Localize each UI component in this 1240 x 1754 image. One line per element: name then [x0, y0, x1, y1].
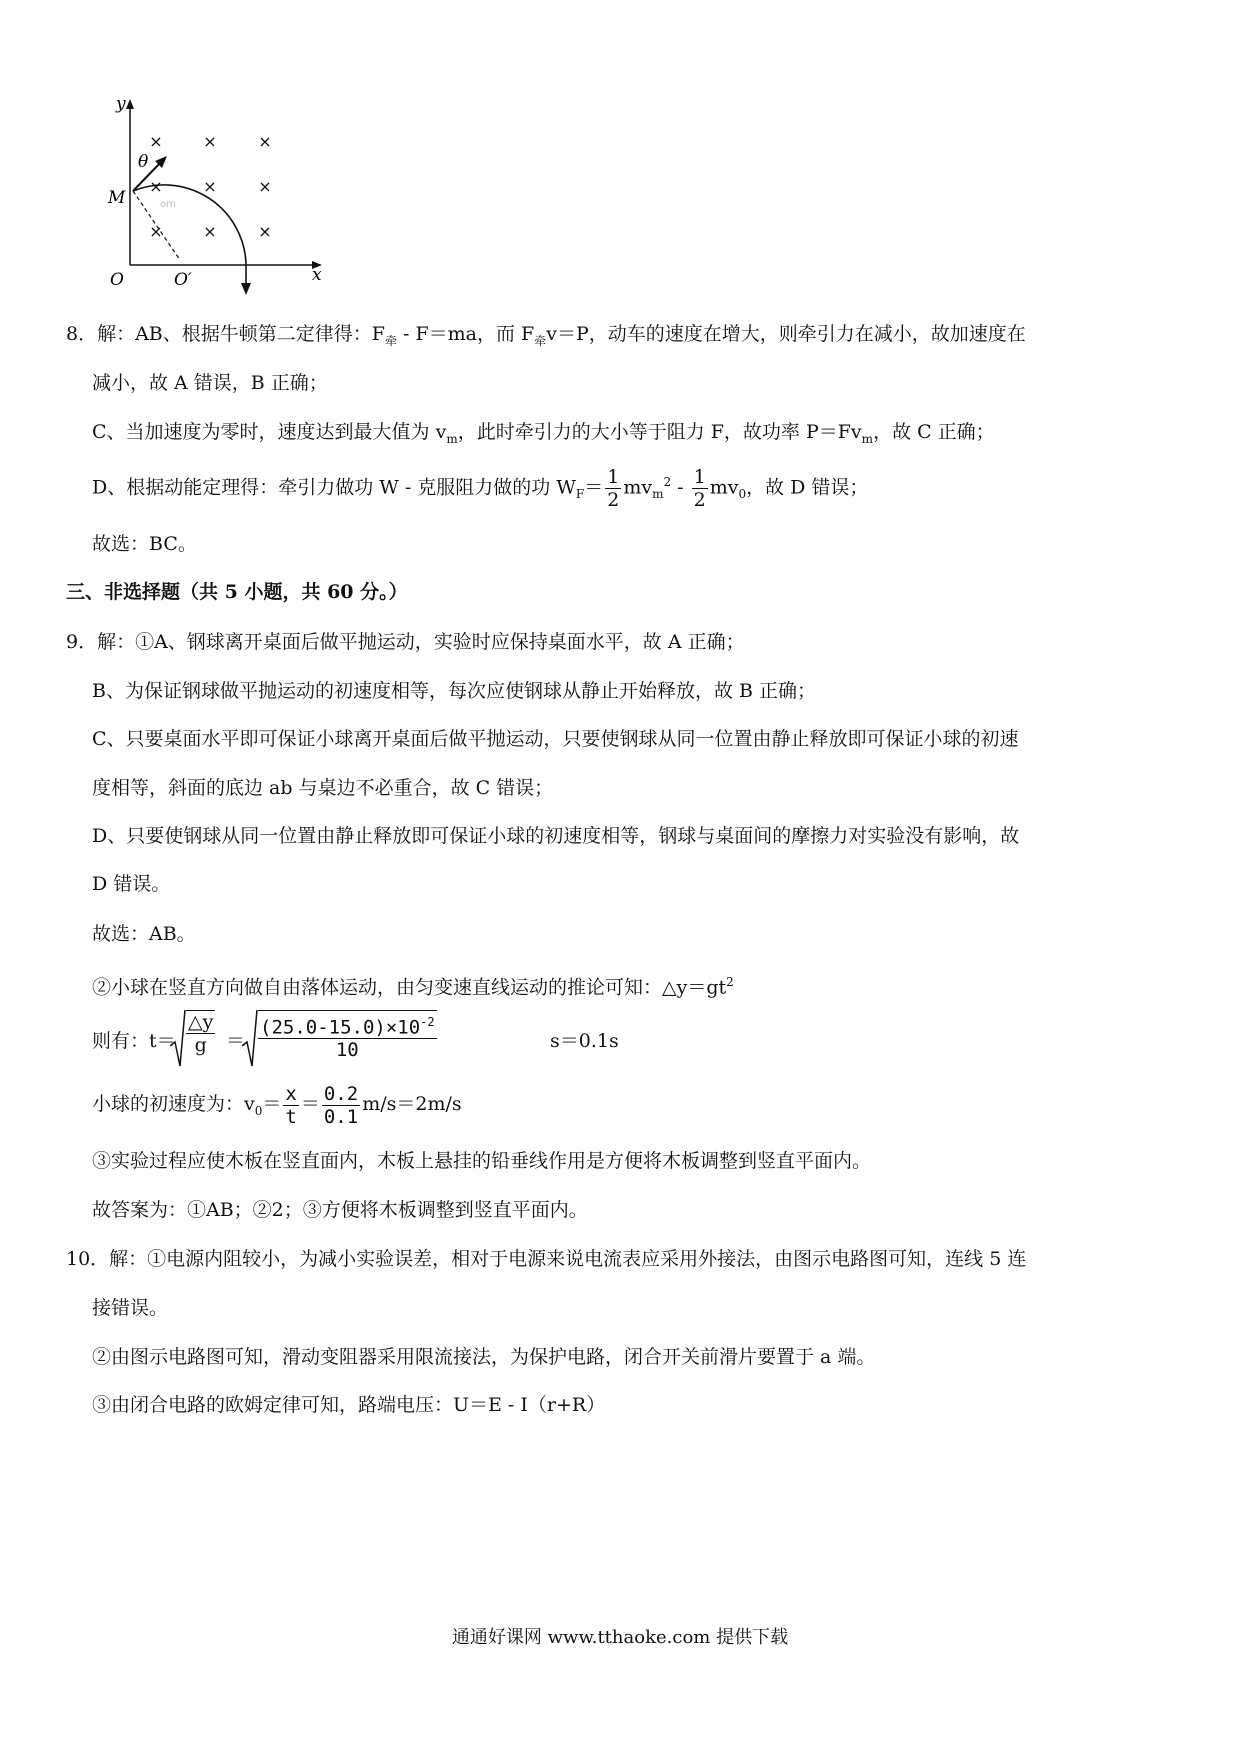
- svg-text:×: ×: [203, 132, 217, 151]
- svg-text:×: ×: [149, 222, 163, 241]
- q10-line1: 10．解：①电源内阻较小，为减小实验误差，相对于电源来说电流表应采用外接法，由图示电路图可知，连线 5 连: [66, 1248, 1027, 1270]
- fraction-half-2: $\frac{1}{2}$: [693, 465, 706, 511]
- q10-line3: ②由图示电路图可知，滑动变阻器采用限流接法，为保护电路，闭合开关前滑片要置于 a 端。: [92, 1346, 876, 1368]
- page-footer: 通通好课网 www.tthaoke.com 提供下载: [451, 1627, 789, 1648]
- q9-line1: 9．解：①A、钢球离开桌面后做平抛运动，实验时应保持桌面水平，故 A 正确；: [66, 631, 745, 653]
- q8-line3: C、当加速度为零时，速度达到最大值为 $v_m$，此时牵引力的大小等于阻力 F，故功率 $P=Fv_m$，故 C 正确；: [92, 421, 995, 446]
- origin-label: O: [110, 270, 124, 290]
- fraction-x-over-t: $\frac{x}{t}$: [285, 1082, 297, 1128]
- q10-line4: ③由闭合电路的欧姆定律可知，路端电压：U＝E - I（r+R）: [92, 1394, 606, 1416]
- fraction-dy-over-g: $\frac{\triangle y}{g}$: [188, 1011, 214, 1056]
- q8-line4: D、根据动能定理得：牵引力做功 W - 克服阻力做的功 $W_F=$ $\frac{1}{2}$ $mv_m^2$ - $\frac{1}{2}$ $mv_0$，故 D 错误；: [92, 465, 869, 511]
- axis-y-label: y: [116, 95, 126, 114]
- fraction-displacement: $\frac{(25.0-15.0)\times 10^{-2}}{10}$: [258, 1011, 437, 1061]
- q9-line8: ②小球在竖直方向做自由落体运动，由匀变速直线运动的推论可知：$\triangle y=gt^2$: [92, 975, 734, 999]
- q9-line7: 故选：AB。: [92, 923, 196, 945]
- svg-text:×: ×: [203, 177, 217, 196]
- svg-text:×: ×: [203, 222, 217, 241]
- center-label: O′: [174, 270, 192, 290]
- q9-formula-v0: 小球的初速度为：$v_0=$ $\frac{x}{t}$ ＝ $\frac{0.2}{0.1}$ m/s＝2m/s: [92, 1082, 462, 1128]
- angle-label: θ: [138, 152, 149, 172]
- svg-text:×: ×: [258, 177, 272, 196]
- sqrt-symbol-2: [242, 1008, 258, 1068]
- axis-x-label: x: [312, 265, 322, 285]
- fraction-values: $\frac{0.2}{0.1}$: [323, 1082, 359, 1128]
- section-heading: 三、非选择题（共 5 小题，共 60 分。）: [66, 581, 408, 603]
- fraction-half-1: $\frac{1}{2}$: [607, 465, 620, 511]
- q9-line6: D 错误。: [92, 873, 171, 895]
- watermark: om: [160, 199, 176, 210]
- q9-line11: ③实验过程应使木板在竖直面内，木板上悬挂的铅垂线作用是方便将木板调整到竖直平面内。: [92, 1150, 872, 1172]
- point-m-label: M: [108, 188, 126, 208]
- q9-line12: 故答案为：①AB；②2；③方便将木板调整到竖直平面内。: [92, 1199, 588, 1221]
- svg-text:×: ×: [258, 132, 272, 151]
- magnetic-field-diagram: [100, 95, 340, 305]
- q9-line4: 度相等，斜面的底边 ab 与桌边不必重合，故 C 错误；: [92, 777, 554, 799]
- sqrt-symbol-1: [170, 1008, 186, 1068]
- q10-line2: 接错误。: [92, 1297, 169, 1319]
- q9-line3: C、只要桌面水平即可保证小球离开桌面后做平抛运动，只要使钢球从同一位置由静止释放即可保证小球的初速: [92, 728, 1019, 750]
- q8-line1: 8．解：AB、根据牛顿第二定律得：$F_牵 - F=ma$，而 $F_牵v=P$，动车的速度在增大，则牵引力在减小，故加速度在: [66, 323, 1026, 348]
- q9-line5: D、只要使钢球从同一位置由静止释放即可保证小球的初速度相等，钢球与桌面间的摩擦力对实验没有影响，故: [92, 825, 1020, 847]
- q9-line2: B、为保证钢球做平抛运动的初速度相等，每次应使钢球从静止开始释放，故 B 正确；: [92, 680, 817, 702]
- q8-line5: 故选：BC。: [92, 533, 197, 555]
- svg-text:×: ×: [149, 132, 163, 151]
- svg-text:×: ×: [258, 222, 272, 241]
- q8-line2: 减小，故 A 错误，B 正确；: [92, 372, 328, 394]
- svg-text:×: ×: [149, 177, 163, 196]
